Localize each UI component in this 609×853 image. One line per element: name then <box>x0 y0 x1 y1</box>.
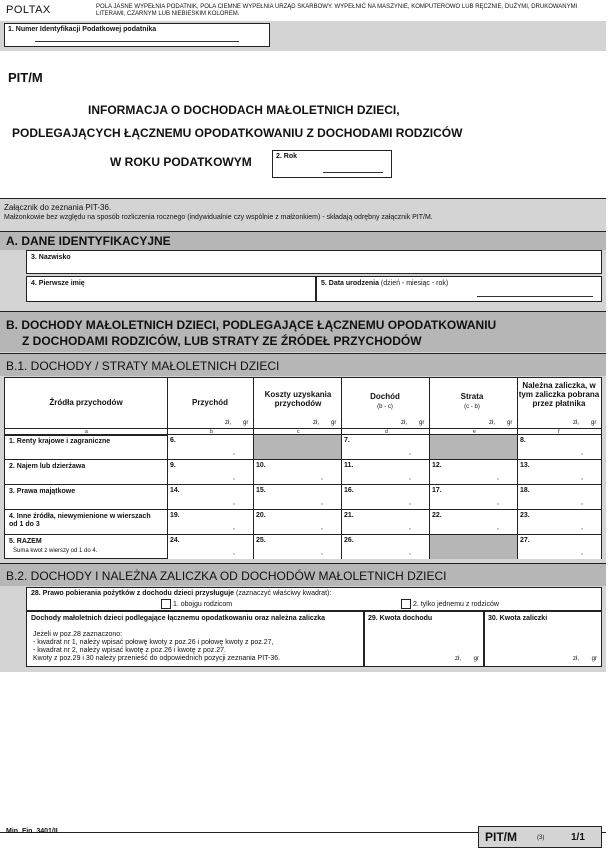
col-header-revenue: Przychód <box>191 398 228 407</box>
option-1-label: 1. obojgu rodzicom <box>172 600 233 608</box>
footer-code: PIT/M <box>485 830 517 844</box>
option-2-label: 2. tylko jednemu z rodziców <box>412 600 499 608</box>
amount-cell[interactable] <box>168 435 253 459</box>
b1-header <box>0 353 606 376</box>
decimal-separator: , <box>409 499 411 506</box>
gr-label: gr <box>591 420 597 426</box>
b2-title: B.2. DOCHODY I NALEŻNA ZALICZKA OD DOCHODÓW MAŁOLETNICH DZIECI <box>6 569 447 583</box>
decimal-separator: , <box>233 549 235 556</box>
option-1[interactable] <box>161 599 232 609</box>
row-label: 1. Renty krajowe i zagraniczne <box>9 438 111 445</box>
decimal-separator: , <box>409 474 411 481</box>
instructions-line1: Jeżeli w poz.28 zaznaczono: <box>33 631 123 638</box>
cell-number: 10. <box>256 462 266 469</box>
row-label: 4. Inne źródła, niewymienione w wierszach od 1 do 3 <box>9 513 151 528</box>
amount-cell[interactable] <box>342 535 429 559</box>
income-header-label: Dochód <box>370 392 400 401</box>
loss-header-sub: (c - b) <box>464 404 480 410</box>
cell-number: 17. <box>432 487 442 494</box>
amount-cell[interactable] <box>518 460 601 484</box>
decimal-separator: , <box>409 549 411 556</box>
advance-amount-field[interactable] <box>484 611 602 667</box>
col-header-advance: Należna zaliczka, w tym zaliczka pobrana przez płatnika <box>518 381 600 408</box>
amount-cell[interactable] <box>168 535 253 559</box>
col-letter: f <box>558 429 560 435</box>
decimal-separator: , <box>409 524 411 531</box>
col-header-source: Źródła przychodów <box>49 398 123 407</box>
col-header-income <box>341 392 429 412</box>
cell-number: 20. <box>256 512 266 519</box>
decimal-separator: , <box>497 474 499 481</box>
decimal-separator: , <box>321 474 323 481</box>
cell-number: 7. <box>344 437 350 444</box>
zl-label: zł, <box>489 420 495 426</box>
first-name-label: 4. Pierwsze imię <box>31 280 85 287</box>
checkbox-option-1[interactable] <box>161 599 171 609</box>
cell-number: 25. <box>256 537 266 544</box>
amount-cell[interactable] <box>518 435 601 459</box>
cell-number: 23. <box>520 512 530 519</box>
year-field[interactable] <box>272 150 392 178</box>
instructions-line2: - kwadrat nr 1, należy wpisać połowę kwoty z poz.26 i połowę kwoty z poz.27, <box>33 639 274 646</box>
cell-number: 21. <box>344 512 354 519</box>
year-label: 2. Rok <box>276 153 298 160</box>
form-code: PIT/M <box>8 70 43 85</box>
field-28 <box>26 587 602 611</box>
zl-label: zł, <box>225 420 231 426</box>
decimal-separator: , <box>497 524 499 531</box>
amount-cell[interactable] <box>518 535 601 559</box>
row-label: 3. Prawa majątkowe <box>9 488 76 495</box>
divider <box>0 198 606 199</box>
instructions-line3: - kwadrat nr 2, należy wpisać kwotę z poz.26 i kwotę z poz.27. <box>33 647 226 654</box>
disabled-cell <box>254 435 341 459</box>
option-2[interactable] <box>401 599 499 609</box>
cell-number: 9. <box>170 462 176 469</box>
footer-form-id <box>478 826 602 848</box>
amount-cell[interactable] <box>254 510 341 534</box>
income-amount-label: 29. Kwota dochodu <box>368 615 433 622</box>
amount-cell[interactable] <box>342 510 429 534</box>
disabled-cell <box>430 535 517 559</box>
blank-area <box>0 672 606 832</box>
footer-page: 1/1 <box>571 832 585 843</box>
amount-cell[interactable] <box>254 535 341 559</box>
gr-label: gr <box>243 420 249 426</box>
amount-cell[interactable] <box>518 485 601 509</box>
cell-number: 18. <box>520 487 530 494</box>
decimal-separator: , <box>233 499 235 506</box>
col-letter: a <box>85 429 88 435</box>
row-label: 2. Najem lub dzierżawa <box>9 463 86 470</box>
decimal-separator: , <box>321 549 323 556</box>
advance-amount-label: 30. Kwota zaliczki <box>488 615 548 622</box>
row-sublabel: Suma kwot z wierszy od 1 do 4. <box>13 548 98 554</box>
gr-label: gr <box>473 656 479 662</box>
b1-table <box>4 377 602 559</box>
field-28-hint: (zaznaczyć właściwy kwadrat): <box>236 590 332 597</box>
decimal-separator: , <box>497 499 499 506</box>
section-a-header <box>0 231 606 250</box>
decimal-separator: , <box>233 524 235 531</box>
zl-label: zł, <box>573 420 579 426</box>
decimal-separator: , <box>581 499 583 506</box>
instructions-title: Dochody małoletnich dzieci podlegające łącznemu opodatkowaniu oraz należna zaliczka <box>31 615 326 622</box>
amount-cell[interactable] <box>342 435 429 459</box>
field-28-label-group <box>31 590 331 597</box>
amount-cell[interactable] <box>518 510 601 534</box>
cell-number: 15. <box>256 487 266 494</box>
income-header-sub: (b - c) <box>377 404 393 410</box>
cell-number: 22. <box>432 512 442 519</box>
instructions-line4: Kwoty z poz.29 i 30 należy przenieść do odpowiednich pozycji zeznania PIT-36. <box>33 655 281 662</box>
section-b-title-line2: Z DOCHODAMI RODZICÓW, LUB STRATY ZE ŹRÓDEŁ PRZYCHODÓW <box>22 334 422 348</box>
first-name-field[interactable] <box>26 276 316 302</box>
brand-logo: POLTAX <box>6 4 51 16</box>
cell-number: 12. <box>432 462 442 469</box>
decimal-separator: , <box>581 524 583 531</box>
cell-number: 8. <box>520 437 526 444</box>
checkbox-option-2[interactable] <box>401 599 411 609</box>
cell-number: 24. <box>170 537 180 544</box>
gr-label: gr <box>331 420 337 426</box>
form-title-line1: INFORMACJA O DOCHODACH MAŁOLETNICH DZIECI, <box>88 103 400 117</box>
amount-cell[interactable] <box>168 510 253 534</box>
amount-cell[interactable] <box>254 485 341 509</box>
nip-field[interactable] <box>4 23 270 47</box>
decimal-separator: , <box>581 449 583 456</box>
amount-cell[interactable] <box>430 485 517 509</box>
gr-label: gr <box>419 420 425 426</box>
cell-number: 13. <box>520 462 530 469</box>
surname-field[interactable] <box>26 250 602 274</box>
zl-label: zł, <box>455 656 461 662</box>
gr-label: gr <box>591 656 597 662</box>
footer-version: (3) <box>537 835 545 841</box>
col-header-costs: Koszty uzyskania przychodów <box>264 390 332 408</box>
decimal-separator: , <box>233 449 235 456</box>
cell-number: 11. <box>344 462 354 469</box>
amount-cell[interactable] <box>430 460 517 484</box>
amount-cell[interactable] <box>168 460 253 484</box>
col-header-loss <box>429 392 515 412</box>
decimal-separator: , <box>581 474 583 481</box>
birth-date-label: 5. Data urodzenia <box>321 280 379 287</box>
zl-label: zł, <box>573 656 579 662</box>
form-title-line3: W ROKU PODATKOWYM <box>110 155 252 169</box>
col-letter: e <box>473 429 476 435</box>
decimal-separator: , <box>233 474 235 481</box>
amount-cell[interactable] <box>342 460 429 484</box>
col-letter: c <box>297 429 300 435</box>
col-letter: d <box>385 429 388 435</box>
ministry-code: Min. Fin. 3401/II <box>6 828 58 835</box>
birth-date-input-line <box>477 292 593 297</box>
year-input-line <box>323 168 383 173</box>
cell-number: 27. <box>520 537 530 544</box>
surname-label: 3. Nazwisko <box>31 254 71 261</box>
zl-label: zł, <box>313 420 319 426</box>
instructions-box <box>26 611 364 667</box>
birth-date-hint: (dzień - miesiąc - rok) <box>380 280 449 287</box>
decimal-separator: , <box>409 449 411 456</box>
decimal-separator: , <box>321 499 323 506</box>
amount-cell[interactable] <box>168 485 253 509</box>
cell-number: 6. <box>170 437 176 444</box>
cell-number: 14. <box>170 487 180 494</box>
loss-header-label: Strata <box>460 392 484 401</box>
section-b-title-line1: B. DOCHODY MAŁOLETNICH DZIECI, PODLEGAJĄCE ŁĄCZNEMU OPODATKOWANIU <box>6 318 497 332</box>
fill-instructions: POLA JASNE WYPEŁNIA PODATNIK, POLA CIEMNE WYPEŁNIA URZĄD SKARBOWY. WYPEŁNIĆ NA MASZYNIE, KOMPUTEROWO LUB RĘCZNIE, DUŻYMI, DRUKOWANYMI LITERAMI, CZARNYM LUB NIEBIESKIM KOLOREM. <box>96 4 578 17</box>
zl-label: zł, <box>401 420 407 426</box>
b1-title: B.1. DOCHODY / STRATY MAŁOLETNICH DZIECI <box>6 359 280 373</box>
form-title-line2: PODLEGAJĄCYCH ŁĄCZNEMU OPODATKOWANIU Z DOCHODAMI RODZICÓW <box>12 126 463 140</box>
nip-label: 1. Numer Identyfikacji Podatkowej podatnika <box>8 26 157 33</box>
cell-number: 16. <box>344 487 354 494</box>
b2-header <box>0 563 606 586</box>
section-a-title: A. DANE IDENTYFIKACYJNE <box>6 234 171 248</box>
gr-label: gr <box>507 420 513 426</box>
cell-number: 19. <box>170 512 180 519</box>
amount-cell[interactable] <box>342 485 429 509</box>
cell-number: 26. <box>344 537 354 544</box>
nip-input-line <box>35 37 239 42</box>
birth-date-field[interactable] <box>316 276 602 302</box>
col-letter: b <box>210 429 213 435</box>
field-28-label: 28. Prawo pobierania pożytków z dochodu dzieci przysługuje <box>31 590 235 597</box>
row-label: 5. RAZEM <box>9 538 42 545</box>
decimal-separator: , <box>321 524 323 531</box>
section-b-header <box>0 311 606 352</box>
disabled-cell <box>430 435 517 459</box>
attachment-line1: Załącznik do zeznania PIT-36. <box>4 203 112 212</box>
income-amount-field[interactable] <box>364 611 484 667</box>
birth-date-label-group <box>321 280 448 287</box>
amount-cell[interactable] <box>254 460 341 484</box>
amount-cell[interactable] <box>430 510 517 534</box>
decimal-separator: , <box>581 549 583 556</box>
attachment-line2: Małżonkowie bez względu na sposób rozliczenia rocznego (indywidualnie czy wspólnie z małżonkiem) - składają odrębny załącznik PIT/M. <box>4 214 433 221</box>
